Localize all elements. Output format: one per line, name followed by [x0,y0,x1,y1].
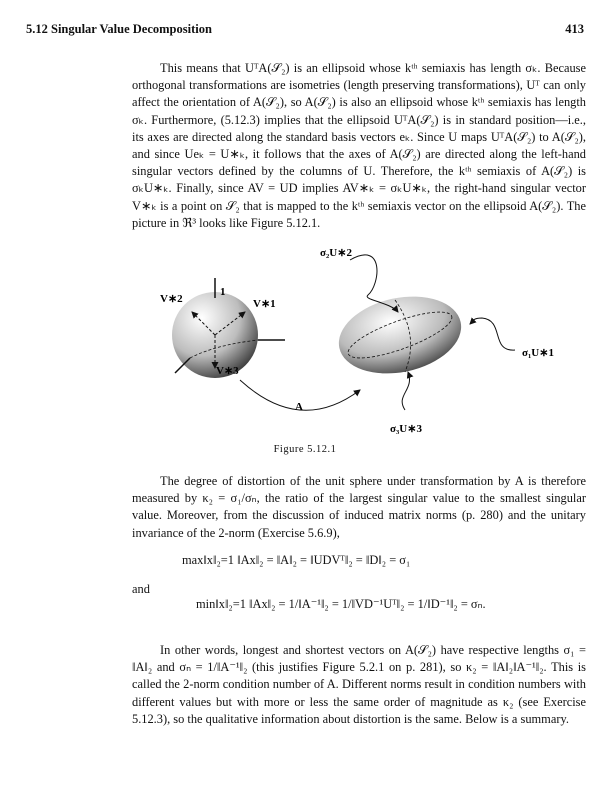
and-connector: and [132,582,150,596]
paragraph-distortion: The degree of distortion of the unit sphere under transformation by A is therefore measured by κ₂ = σ₁/σₙ, the ratio of the largest singular value to the smallest singular value. Moreover, from the discussion of induced matrix norms (p. 280) and the unitary invariance of the 2-norm (Exercise 5.6.9), [132,474,586,540]
label-transform-a: A [295,401,303,413]
arrow-sigma3 [402,372,409,410]
ellipsoid [332,286,469,384]
label-v3: V∗3 [216,365,239,377]
label-sigma2-u2: σ₂U∗2 [320,247,352,259]
equation-min-norm: min‖x‖₂=1 ‖Ax‖₂ = 1/‖A⁻¹‖₂ = 1/‖VD⁻¹Uᵀ‖₂ = 1/‖D⁻¹‖₂ = σₙ. [196,597,486,611]
arrow-sigma1 [470,318,515,350]
section-title: 5.12 Singular Value Decomposition [26,22,212,36]
label-sigma3-u3: σ₃U∗3 [390,423,422,435]
paragraph-ellipsoid-semiaxes: This means that UᵀA(𝒮₂) is an ellipsoid whose kᵗʰ semiaxis has length σₖ. Because orthogonal transformations are isometries (length preserving transformations), Uᵀ can only affect the orientation of A(𝒮₂), so A(𝒮₂) is also an ellipsoid whose kᵗʰ semiaxis has length σₖ. Furthermore, (5.12.3) implies that the ellipsoid UᵀA(𝒮₂) is in standard position—i.e., its axes are directed along the standard basis vectors eₖ. Since U maps UᵀA(𝒮₂) to A(𝒮₂), and since Ueₖ = U∗ₖ, it follows that the axes of A(𝒮₂) are directed along the left-hand singular vectors defined by the columns of U. Therefore, the kᵗʰ semiaxis of A(𝒮₂) is σₖU∗ₖ. Finally, since AV = UD implies AV∗ₖ = σₖU∗ₖ, the right-hand singular vector V∗ₖ is a point on 𝒮₂ that is mapped to the kᵗʰ semiaxis vector on the ellipsoid A(𝒮₂). The picture in ℜ³ looks like Figure 5.12.1. [132,61,586,230]
page-header [26,22,584,40]
figure-svd-sphere-to-ellipsoid [150,240,570,440]
label-one: 1 [220,286,226,298]
page-number: 413 [565,22,584,36]
equation-max-norm: max‖x‖₂=1 ‖Ax‖₂ = ‖A‖₂ = ‖UDVᵀ‖₂ = ‖D‖₂ = σ₁ [182,553,411,567]
figure-svg [150,240,570,440]
paragraph-condition-number: In other words, longest and shortest vectors on A(𝒮₂) have respective lengths σ₁ = ‖A‖₂ and σₙ = 1/‖A⁻¹‖₂ (this justifies Figure 5.2.1 on p. 281), so κ₂ = ‖A‖₂‖A⁻¹‖₂. This is called the 2-norm condition number of A. Different norms result in condition numbers with different values but with more or less the same order of magnitude as κ₂ (see Exercise 5.12.3), so the qualitative information about distortion is the same. Below is a summary. [132,643,586,726]
label-sigma1-u1: σ₁U∗1 [522,347,554,359]
figure-caption: Figure 5.12.1 [273,444,337,455]
label-v1: V∗1 [253,298,276,310]
label-v2: V∗2 [160,293,183,305]
